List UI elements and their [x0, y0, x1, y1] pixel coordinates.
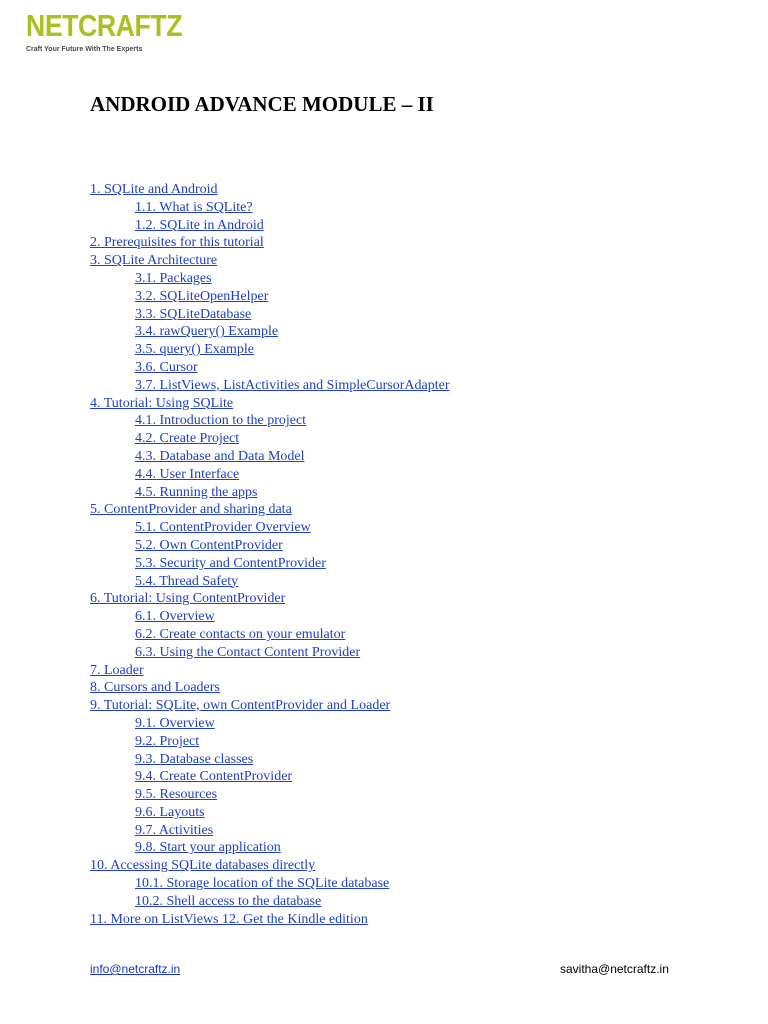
toc-item	[90, 519, 450, 537]
toc-item	[90, 590, 450, 608]
toc-link[interactable]: 9.1. Overview	[135, 715, 215, 731]
toc-item	[90, 448, 450, 466]
toc-item	[90, 466, 450, 484]
netcraftz-logo	[26, 8, 183, 62]
toc-item	[90, 555, 450, 573]
toc-item	[90, 839, 450, 857]
toc-link[interactable]: 4.1. Introduction to the project	[135, 413, 307, 429]
toc-item	[90, 199, 450, 217]
toc-item	[90, 181, 450, 199]
toc-item	[90, 252, 450, 270]
toc-item	[90, 377, 450, 395]
toc-link[interactable]: 6.1. Overview	[135, 609, 215, 625]
toc-link[interactable]: 11. More on ListViews 12. Get the Kindle edition	[90, 911, 368, 927]
toc-link[interactable]: 3. SQLite Architecture	[90, 253, 218, 269]
toc-item	[90, 662, 450, 680]
toc-item	[90, 822, 450, 840]
toc-link[interactable]: 3.5. query() Example	[135, 342, 254, 358]
logo-wordmark: NETCRAFTZ	[26, 8, 183, 43]
toc-item	[90, 911, 450, 929]
toc-item	[90, 697, 450, 715]
table-of-contents	[90, 181, 450, 928]
toc-item	[90, 893, 450, 911]
toc-item	[90, 768, 450, 786]
toc-item	[90, 217, 450, 235]
toc-item	[90, 359, 450, 377]
toc-link[interactable]: 5.3. Security and ContentProvider	[135, 555, 326, 571]
toc-link[interactable]: 9. Tutorial: SQLite, own ContentProvider and Loader	[90, 698, 391, 714]
toc-item	[90, 608, 450, 626]
toc-item	[90, 341, 450, 359]
footer-email-info-link[interactable]: info@netcraftz.in	[90, 962, 181, 976]
toc-link[interactable]: 9.8. Start your application	[135, 840, 281, 856]
toc-item	[90, 857, 450, 875]
toc-item	[90, 270, 450, 288]
toc-link[interactable]: 10.1. Storage location of the SQLite database	[135, 876, 390, 892]
toc-link[interactable]: 4.2. Create Project	[135, 431, 240, 447]
toc-item	[90, 234, 450, 252]
logo-tagline: Craft Your Future With The Experts	[26, 46, 143, 53]
toc-item	[90, 323, 450, 341]
toc-link[interactable]: 1.2. SQLite in Android	[135, 217, 264, 233]
toc-link[interactable]: 10.2. Shell access to the database	[135, 893, 322, 909]
toc-link[interactable]: 4.4. User Interface	[135, 466, 240, 482]
toc-link[interactable]: 6.2. Create contacts on your emulator	[135, 626, 346, 642]
toc-item	[90, 751, 450, 769]
toc-item	[90, 804, 450, 822]
toc-link[interactable]: 9.5. Resources	[135, 787, 218, 803]
toc-link[interactable]: 3.2. SQLiteOpenHelper	[135, 288, 269, 304]
toc-item	[90, 501, 450, 519]
toc-link[interactable]: 4. Tutorial: Using SQLite	[90, 395, 234, 411]
toc-link[interactable]: 3.7. ListViews, ListActivities and SimpleCursorAdapter	[135, 377, 450, 393]
toc-link[interactable]: 6.3. Using the Contact Content Provider	[135, 644, 361, 660]
toc-link[interactable]: 5.4. Thread Safety	[135, 573, 239, 589]
page-title: ANDROID ADVANCE MODULE – II	[90, 92, 434, 116]
toc-item	[90, 484, 450, 502]
toc-item	[90, 875, 450, 893]
toc-item	[90, 412, 450, 430]
toc-item	[90, 679, 450, 697]
footer-email-savitha: savitha@netcraftz.in	[560, 962, 669, 976]
toc-item	[90, 715, 450, 733]
toc-item	[90, 430, 450, 448]
toc-link[interactable]: 1. SQLite and Android	[90, 182, 218, 197]
toc-link[interactable]: 3.1. Packages	[135, 270, 212, 286]
toc-link[interactable]: 9.6. Layouts	[135, 804, 205, 820]
toc-link[interactable]: 2. Prerequisites for this tutorial	[90, 235, 264, 251]
toc-link[interactable]: 7. Loader	[90, 662, 144, 678]
toc-link[interactable]: 8. Cursors and Loaders	[90, 680, 220, 696]
toc-link[interactable]: 4.3. Database and Data Model	[135, 448, 305, 464]
toc-link[interactable]: 5.2. Own ContentProvider	[135, 537, 283, 553]
toc-link[interactable]: 9.3. Database classes	[135, 751, 254, 767]
toc-link[interactable]: 9.4. Create ContentProvider	[135, 769, 293, 785]
toc-link[interactable]: 9.7. Activities	[135, 822, 214, 838]
toc-item	[90, 626, 450, 644]
toc-link[interactable]: 4.5. Running the apps	[135, 484, 258, 500]
toc-item	[90, 786, 450, 804]
toc-link[interactable]: 3.4. rawQuery() Example	[135, 324, 279, 340]
toc-link[interactable]: 6. Tutorial: Using ContentProvider	[90, 591, 286, 607]
toc-item	[90, 573, 450, 591]
toc-link[interactable]: 10. Accessing SQLite databases directly	[90, 858, 316, 874]
toc-link[interactable]: 5.1. ContentProvider Overview	[135, 520, 311, 536]
toc-link[interactable]: 9.2. Project	[135, 733, 200, 749]
toc-link[interactable]: 1.1. What is SQLite?	[135, 199, 253, 215]
toc-item	[90, 644, 450, 662]
toc-item	[90, 733, 450, 751]
toc-link[interactable]: 3.3. SQLiteDatabase	[135, 306, 252, 322]
toc-link[interactable]: 5. ContentProvider and sharing data	[90, 502, 292, 518]
toc-item	[90, 395, 450, 413]
toc-link[interactable]: 3.6. Cursor	[135, 359, 198, 375]
toc-item	[90, 537, 450, 555]
toc-item	[90, 306, 450, 324]
toc-item	[90, 288, 450, 306]
